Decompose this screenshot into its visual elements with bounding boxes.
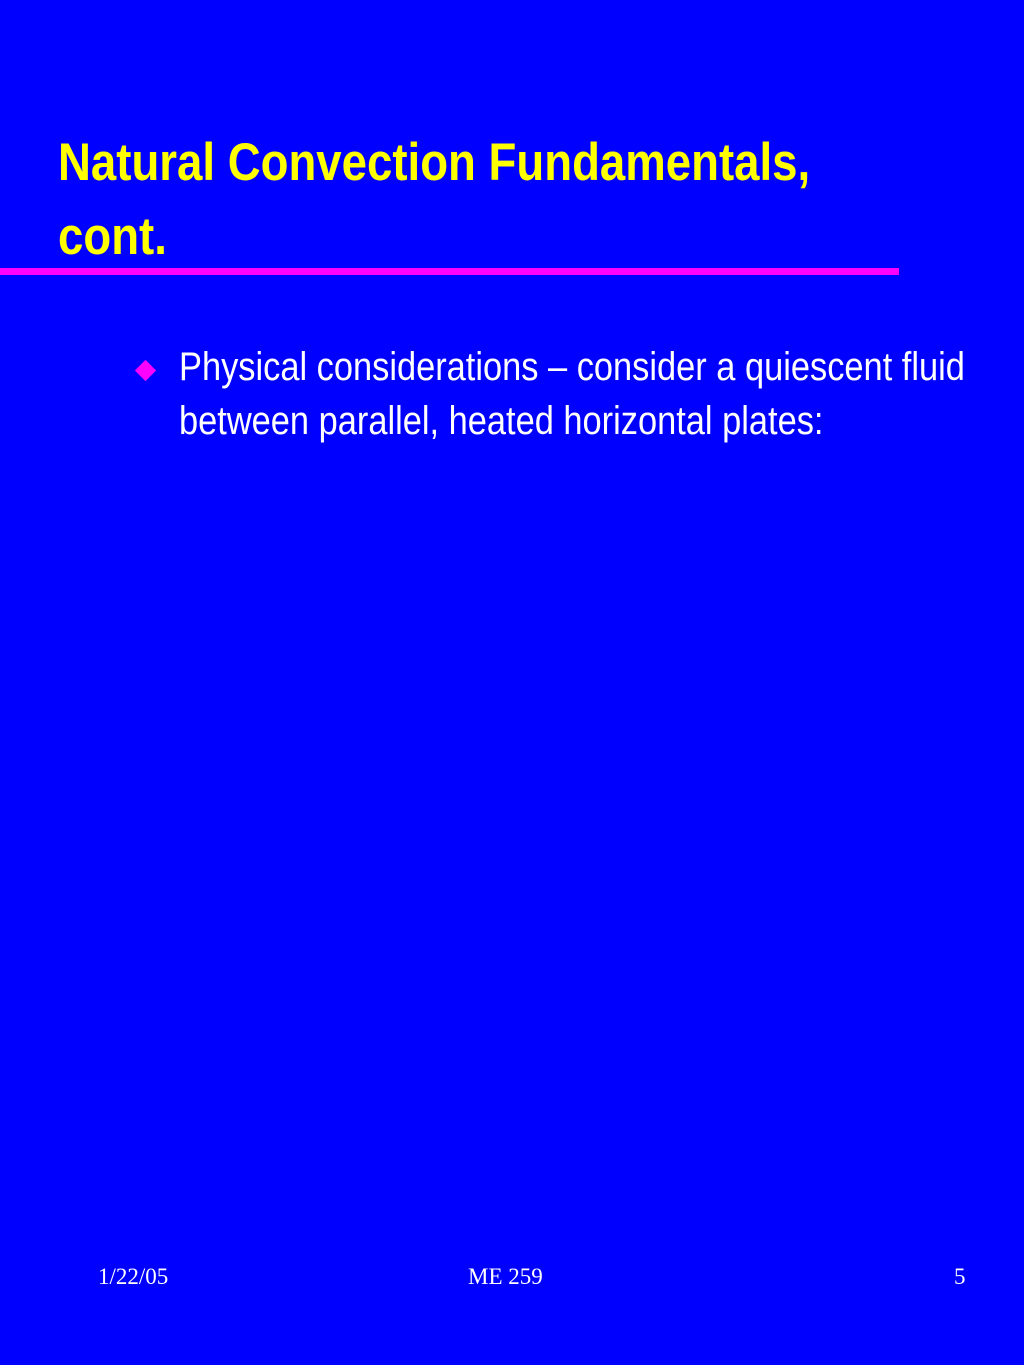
footer-date: 1/22/05 bbox=[98, 1264, 169, 1289]
bullet-text: Physical considerations – consider a quiescent fluid between parallel, heated horizontal plates: bbox=[179, 345, 965, 443]
title-divider bbox=[0, 268, 899, 275]
footer-course: ME 259 bbox=[468, 1264, 543, 1289]
slide-title: Natural Convection Fundamentals, cont. bbox=[58, 133, 811, 266]
diamond-bullet-icon bbox=[135, 360, 156, 381]
footer-page-number: 5 bbox=[954, 1264, 966, 1289]
